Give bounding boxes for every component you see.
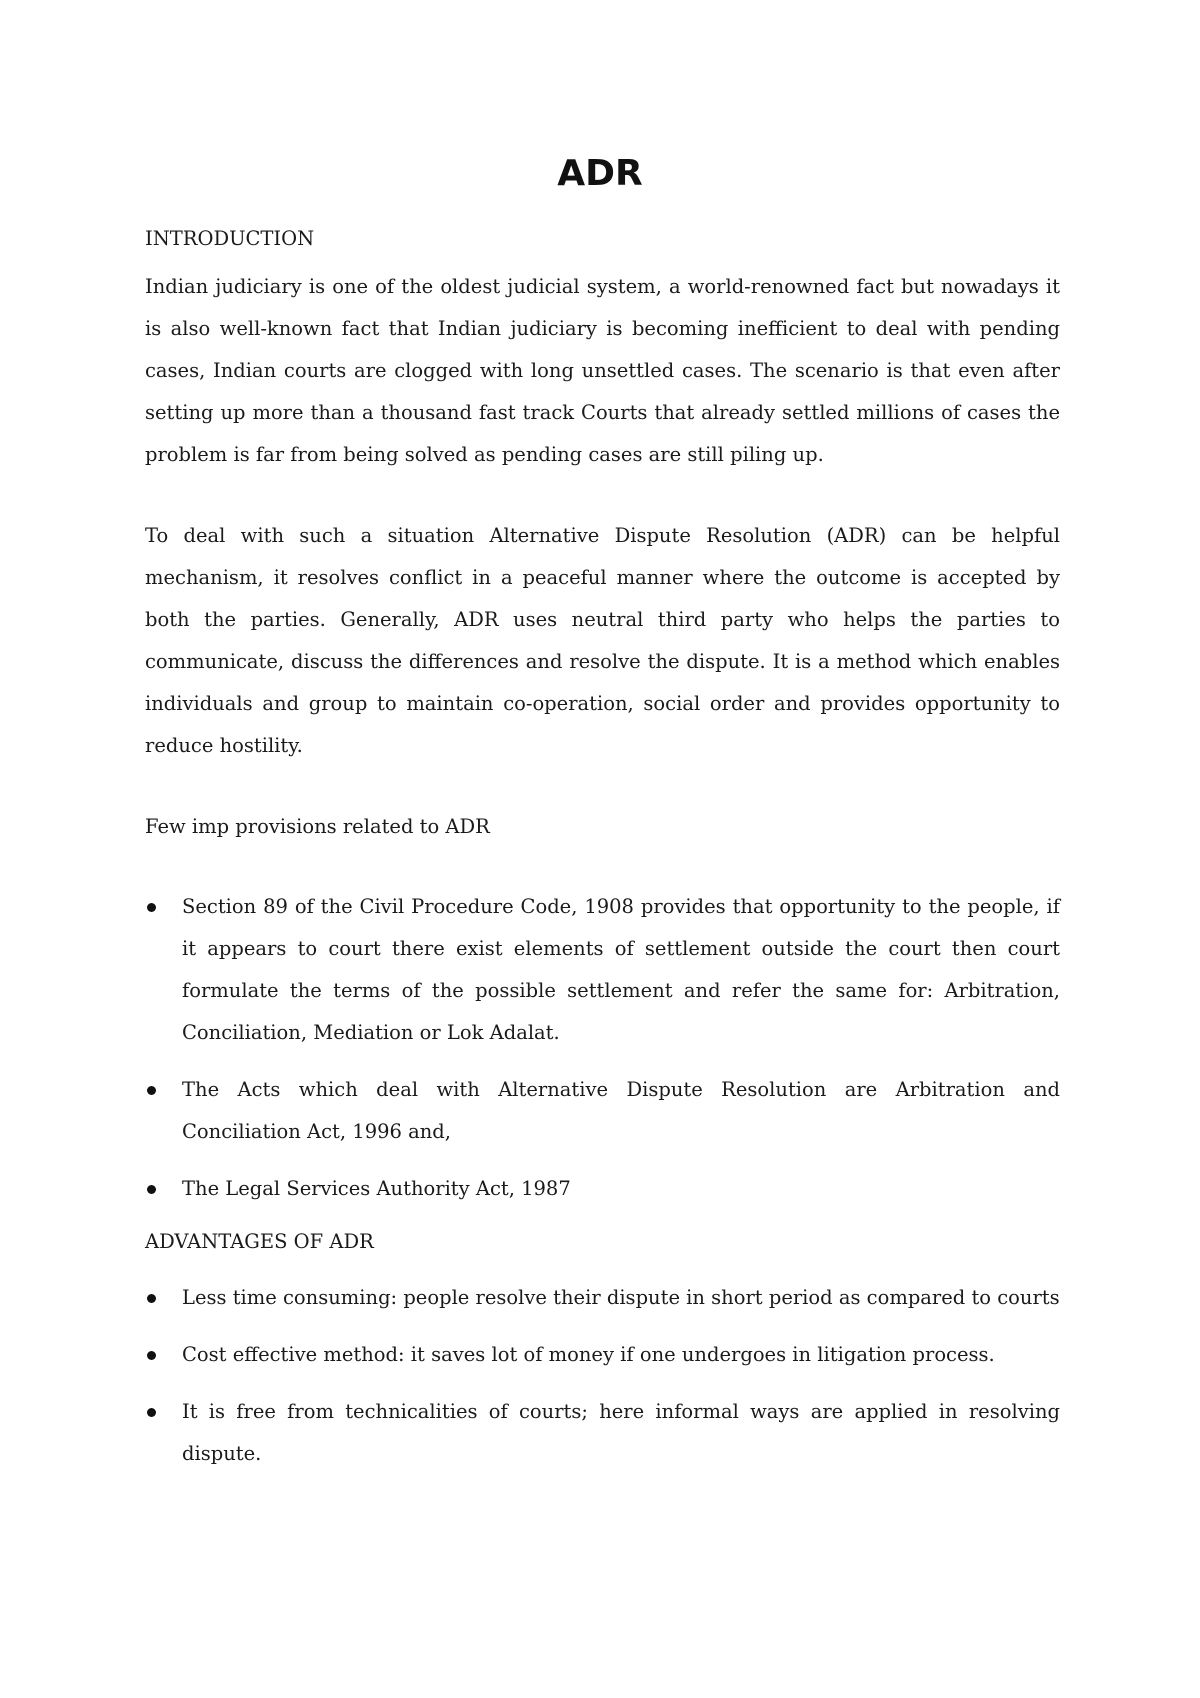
list-item — [145, 1168, 1060, 1210]
advantages-heading: ADVANTAGES OF ADR — [145, 1230, 374, 1253]
list-item-text: Section 89 of the Civil Procedure Code, 1908 provides that opportunity to the people, if it appears to court there exist elements of settlement outside the court then court formulate the terms of the possible settlement and refer the same for: Arbitration, Conciliation, Mediation or Lok Adalat. — [182, 895, 1060, 1044]
list-item — [145, 1391, 1060, 1475]
provisions-heading: Few imp provisions related to ADR — [145, 815, 490, 838]
list-item — [145, 1334, 1060, 1376]
list-item — [145, 1277, 1060, 1319]
adr-paragraph: To deal with such a situation Alternative Dispute Resolution (ADR) can be helpful mechanism, it resolves conflict in a peaceful manner where the outcome is accepted by both the parties. Generally, ADR uses neutral third party who helps the parties to communicate, discuss the differences and resolve the dispute. It is a method which enables individuals and group to maintain co-operation, social order and provides opportunity to reduce hostility. — [145, 524, 1060, 757]
bullet-icon — [147, 903, 156, 912]
list-item-text: Cost effective method: it saves lot of money if one undergoes in litigation process. — [182, 1343, 995, 1366]
advantages-list — [145, 1277, 1060, 1475]
list-item-text: Less time consuming: people resolve their dispute in short period as compared to courts — [182, 1286, 1060, 1309]
list-item-text: It is free from technicalities of courts; here informal ways are applied in resolving dispute. — [182, 1400, 1060, 1465]
bullet-icon — [147, 1408, 156, 1417]
list-item — [145, 1069, 1060, 1153]
list-item-text: The Acts which deal with Alternative Dispute Resolution are Arbitration and Conciliation Act, 1996 and, — [182, 1078, 1060, 1143]
bullet-icon — [147, 1294, 156, 1303]
document-body — [145, 222, 1060, 1490]
bullet-icon — [147, 1185, 156, 1194]
list-item-text: The Legal Services Authority Act, 1987 — [182, 1177, 571, 1200]
page-title: ADR — [557, 153, 643, 194]
bullet-icon — [147, 1086, 156, 1095]
provisions-list — [145, 886, 1060, 1210]
introduction-heading: INTRODUCTION — [145, 227, 315, 250]
intro-paragraph: Indian judiciary is one of the oldest judicial system, a world-renowned fact but nowadays it is also well-known fact that Indian judiciary is becoming inefficient to deal with pending cases, Indian courts are clogged with long unsettled cases. The scenario is that even after setting up more than a thousand fast track Courts that already settled millions of cases the problem is far from being solved as pending cases are still piling up. — [145, 275, 1060, 466]
list-item — [145, 886, 1060, 1054]
bullet-icon — [147, 1351, 156, 1360]
